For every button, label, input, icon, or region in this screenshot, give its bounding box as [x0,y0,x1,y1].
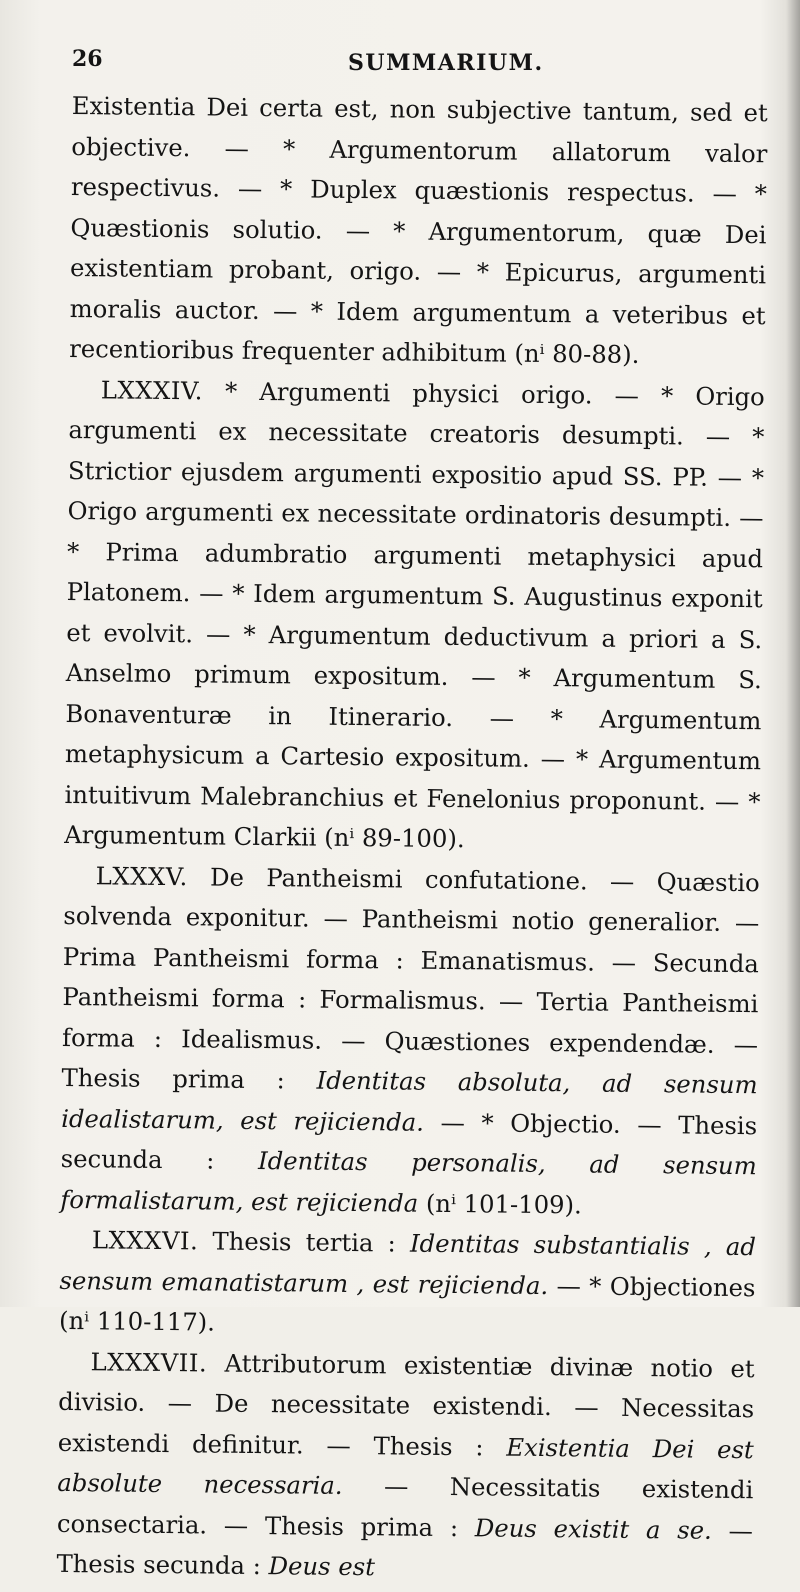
page-number: 26 [72,46,103,72]
text-run: (nⁱ 101-109). [418,1188,582,1219]
text-run: Existentia Dei certa est, non subjective tantum, sed et objective. — * Argumentorum allatorum valor respectivus. — * Duplex quæstionis respectus. — * Quæstionis solutio. — * Argumentorum, quæ Dei existentiam probant, origo. — * Epicurus, argumenti moralis auctor. — * Idem argumentum a veteribus et recentioribus frequenter adhibitum (nⁱ 80-88). [69,90,768,369]
text-run: Thesis tertia : [198,1226,411,1258]
text-run: Attributorum existentiæ divinæ notio et divisio. — De necessitate existendi. — Necessitas existendi definitur. — Thesis : [57,1347,755,1462]
text-run: — Necessitatis existendi consectaria. — Thesis prima : [56,1470,754,1542]
running-head: SUMMARIUM. [348,50,544,76]
section-number: LXXXIV. [100,374,204,405]
thesis-italic: Deus est [268,1551,376,1582]
paragraph-86 [59,1220,756,1349]
summary-text [56,86,768,1592]
thesis-italic: Identitas absoluta, ad sensum idealistarum, est rejicienda. [61,1065,758,1137]
section-number: LXXXVII. [90,1346,208,1377]
paragraph-87 [56,1341,755,1591]
thesis-italic: Deus existit a se. [474,1512,713,1545]
text-run: — Thesis secunda : [56,1515,754,1581]
text-run: De Pantheismi confutatione. — Quæstio solvenda exponitur. — Pantheismi notio generalior. — Prima Pantheismi forma : Emanatismus. — Secunda Pantheismi forma : Formalismus. — Tertia Pantheismi forma : Idealismus. — Quæstiones expendendæ. — Thesis prima : [61,861,760,1095]
thesis-italic: Identitas substantialis , ad sensum emanatistarum , est rejicienda. [59,1228,757,1300]
thesis-italic: Identitas personalis, ad sensum formalistarum, est rejicienda [60,1146,757,1218]
page-header [72,40,772,80]
text-run: — * Objectiones (nⁱ 110-117). [58,1270,756,1337]
thesis-italic: Existentia Dei est absolute necessaria. [57,1432,754,1500]
section-number: LXXXVI. [91,1225,199,1256]
text-run: * Argumenti physici origo. — * Origo argumenti ex necessitate creatoris desumpti. — * Strictior ejusdem argumenti expositio apud SS. PP. — * Origo argumenti ex necessitate ordinatoris desumpti. — * Prima adumbratio argumenti metaphysici apud Platonem. — * Idem argumentum S. Augustinus exponit et evolvit. — * Argumentum deductivum a priori a S. Anselmo primum expositum. — * Argumentum S. Bonaventuræ in Itinerario. — * Argumentum metaphysicum a Cartesio expositum. — * Argumentum intuitivum Malebranchius et Fenelonius proponunt. — * Argumentum Clarkii (nⁱ 89-100). [64,375,765,854]
page-edge-shadow [786,0,800,1307]
section-number: LXXXV. [95,860,188,891]
paragraph-85 [60,855,760,1227]
text-run: — * Objectio. — Thesis secunda : [60,1107,758,1176]
paragraph-84 [64,369,765,862]
paragraph-83-continuation [69,86,768,377]
